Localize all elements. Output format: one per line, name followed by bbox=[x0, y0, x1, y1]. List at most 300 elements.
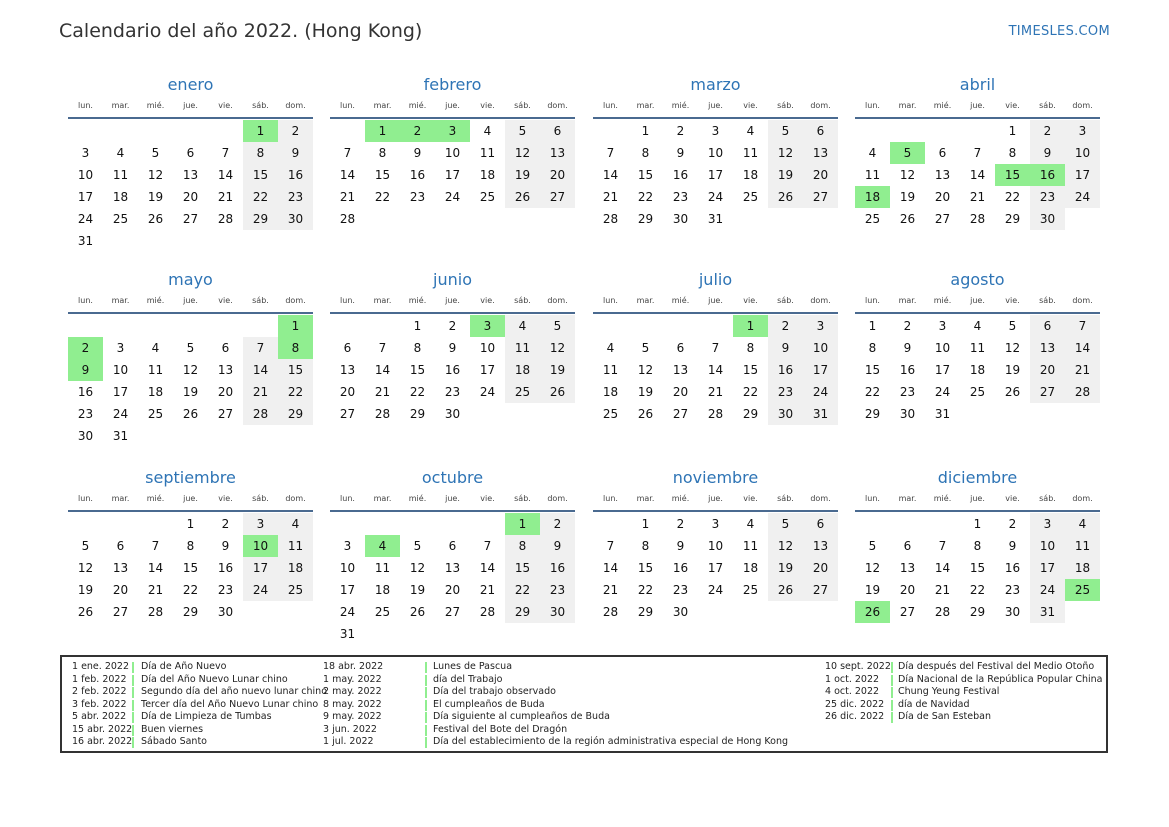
day-cell: 21 bbox=[243, 381, 278, 403]
day-cell: 1 bbox=[641, 517, 650, 531]
day-cell: 17 bbox=[707, 561, 724, 575]
day-cell: 16 bbox=[672, 168, 689, 182]
holiday-name: Día del Año Nuevo Lunar chino bbox=[141, 673, 288, 685]
day-cell: 19 bbox=[77, 583, 94, 597]
day-cell: 17 bbox=[243, 557, 278, 579]
day-cell: 24 bbox=[77, 212, 94, 226]
weekday-label: lun. bbox=[865, 101, 880, 110]
day-cell: 13 bbox=[339, 363, 356, 377]
day-cell: 19 bbox=[147, 190, 164, 204]
day-cell: 6 bbox=[676, 341, 685, 355]
weekday-label: jue. bbox=[183, 494, 198, 503]
day-cell: 22 bbox=[969, 583, 986, 597]
weekday-label: vie. bbox=[1005, 101, 1020, 110]
day-cell: 28 bbox=[602, 212, 619, 226]
day-cell: 9 bbox=[768, 337, 803, 359]
day-cell: 27 bbox=[934, 212, 951, 226]
day-cell: 28 bbox=[243, 403, 278, 425]
day-cell: 23 bbox=[278, 186, 313, 208]
day-cell: 30 bbox=[540, 601, 575, 623]
holiday-date: 5 abr. 2022 bbox=[72, 711, 127, 722]
day-cell: 2 bbox=[278, 120, 313, 142]
holiday-marker bbox=[891, 712, 893, 723]
holiday-day-cell: 2 bbox=[68, 337, 103, 359]
day-cell: 22 bbox=[637, 190, 654, 204]
weekday-label: mar. bbox=[898, 494, 917, 503]
weekday-label: vie. bbox=[480, 494, 495, 503]
day-cell: 13 bbox=[540, 142, 575, 164]
day-cell: 12 bbox=[540, 337, 575, 359]
day-cell: 23 bbox=[1004, 583, 1021, 597]
weekday-label: sáb. bbox=[777, 101, 794, 110]
weekday-label: mié. bbox=[408, 494, 427, 503]
day-cell: 4 bbox=[606, 341, 615, 355]
weekday-label: mié. bbox=[671, 101, 690, 110]
day-cell: 8 bbox=[413, 341, 422, 355]
day-cell: 27 bbox=[182, 212, 199, 226]
day-cell: 21 bbox=[374, 385, 391, 399]
day-cell: 7 bbox=[221, 146, 230, 160]
holiday-name: Día de San Esteban bbox=[898, 711, 991, 722]
day-cell: 26 bbox=[768, 186, 803, 208]
day-cell: 20 bbox=[182, 190, 199, 204]
weekday-label: sáb. bbox=[514, 296, 531, 305]
day-cell: 19 bbox=[409, 583, 426, 597]
day-cell: 18 bbox=[505, 359, 540, 381]
day-cell: 5 bbox=[186, 341, 195, 355]
day-cell: 31 bbox=[934, 407, 951, 421]
day-cell: 23 bbox=[409, 190, 426, 204]
holiday-date: 4 oct. 2022 bbox=[825, 686, 880, 697]
day-cell: 11 bbox=[374, 561, 391, 575]
day-cell: 25 bbox=[864, 212, 881, 226]
day-cell: 8 bbox=[641, 539, 650, 553]
day-cell: 15 bbox=[637, 561, 654, 575]
weekday-label: mié. bbox=[933, 494, 952, 503]
weekday-label: mar. bbox=[111, 101, 130, 110]
day-cell: 3 bbox=[116, 341, 125, 355]
day-cell: 11 bbox=[1065, 535, 1100, 557]
day-cell: 28 bbox=[374, 407, 391, 421]
day-cell: 28 bbox=[1065, 381, 1100, 403]
day-cell: 13 bbox=[182, 168, 199, 182]
weekday-label: lun. bbox=[340, 494, 355, 503]
day-cell: 21 bbox=[602, 583, 619, 597]
holiday-name: Día de Año Nuevo bbox=[141, 661, 227, 672]
weekday-header bbox=[68, 494, 313, 508]
day-cell: 10 bbox=[707, 146, 724, 160]
day-cell: 22 bbox=[374, 190, 391, 204]
holiday-name: Día del trabajo observado bbox=[433, 686, 556, 697]
day-cell: 10 bbox=[339, 561, 356, 575]
day-cell: 16 bbox=[768, 359, 803, 381]
day-cell: 31 bbox=[1030, 601, 1065, 623]
day-cell: 26 bbox=[768, 579, 803, 601]
day-cell: 4 bbox=[1065, 513, 1100, 535]
weekday-label: sáb. bbox=[1039, 494, 1056, 503]
day-cell: 26 bbox=[409, 605, 426, 619]
day-cell: 1 bbox=[1008, 124, 1017, 138]
holiday-day-cell: 16 bbox=[1030, 164, 1065, 186]
weekday-label: mié. bbox=[933, 296, 952, 305]
day-cell: 6 bbox=[448, 539, 457, 553]
day-cell: 6 bbox=[221, 341, 230, 355]
day-cell: 24 bbox=[444, 190, 461, 204]
day-cell: 24 bbox=[803, 381, 838, 403]
day-cell: 19 bbox=[540, 359, 575, 381]
day-cell: 10 bbox=[1065, 142, 1100, 164]
weekday-label: sáb. bbox=[777, 494, 794, 503]
day-cell: 14 bbox=[243, 359, 278, 381]
day-cell: 22 bbox=[1004, 190, 1021, 204]
weekday-label: dom. bbox=[547, 494, 568, 503]
day-cell: 8 bbox=[243, 142, 278, 164]
holiday-marker bbox=[132, 712, 134, 723]
day-cell: 2 bbox=[448, 319, 457, 333]
day-cell: 5 bbox=[1008, 319, 1017, 333]
site-link[interactable]: TIMESLES.COM bbox=[1008, 24, 1110, 39]
day-cell: 2 bbox=[676, 124, 685, 138]
day-cell: 26 bbox=[182, 407, 199, 421]
weekday-label: jue. bbox=[445, 296, 460, 305]
day-cell: 12 bbox=[1004, 341, 1021, 355]
day-cell: 24 bbox=[1065, 186, 1100, 208]
holiday-day-cell: 1 bbox=[505, 513, 540, 535]
day-cell: 14 bbox=[707, 363, 724, 377]
day-cell: 17 bbox=[707, 168, 724, 182]
page-title: Calendario del año 2022. (Hong Kong) bbox=[59, 20, 423, 42]
day-cell: 18 bbox=[742, 561, 759, 575]
day-cell: 22 bbox=[182, 583, 199, 597]
day-cell: 13 bbox=[672, 363, 689, 377]
month-title: mayo bbox=[168, 270, 213, 289]
day-cell: 1 bbox=[868, 319, 877, 333]
day-cell: 8 bbox=[641, 146, 650, 160]
holiday-day-cell: 1 bbox=[365, 120, 400, 142]
day-cell: 19 bbox=[768, 164, 803, 186]
month-junio bbox=[330, 270, 575, 450]
day-cell: 23 bbox=[77, 407, 94, 421]
day-cell: 1 bbox=[186, 517, 195, 531]
day-cell: 14 bbox=[934, 561, 951, 575]
day-cell: 20 bbox=[672, 385, 689, 399]
holiday-marker bbox=[425, 737, 427, 748]
day-cell: 10 bbox=[803, 337, 838, 359]
day-cell: 29 bbox=[637, 605, 654, 619]
day-cell: 13 bbox=[444, 561, 461, 575]
weekday-header bbox=[593, 296, 838, 310]
holiday-day-cell: 26 bbox=[855, 601, 890, 623]
day-cell: 17 bbox=[1065, 164, 1100, 186]
holiday-date: 16 abr. 2022 bbox=[72, 736, 133, 747]
day-cell: 2 bbox=[1008, 517, 1017, 531]
weekday-label: jue. bbox=[445, 494, 460, 503]
holiday-marker bbox=[132, 662, 134, 673]
day-cell: 24 bbox=[707, 190, 724, 204]
day-cell: 22 bbox=[409, 385, 426, 399]
day-cell: 22 bbox=[742, 385, 759, 399]
day-cell: 7 bbox=[938, 539, 947, 553]
day-cell: 25 bbox=[374, 605, 391, 619]
holiday-name: día del Trabajo bbox=[433, 673, 503, 685]
holiday-date: 2 may. 2022 bbox=[323, 686, 382, 697]
day-cell: 24 bbox=[243, 579, 278, 601]
weekday-label: sáb. bbox=[514, 494, 531, 503]
day-cell: 3 bbox=[1065, 120, 1100, 142]
day-cell: 27 bbox=[1030, 381, 1065, 403]
day-cell: 29 bbox=[742, 407, 759, 421]
day-cell: 5 bbox=[505, 120, 540, 142]
weekday-label: mar. bbox=[111, 494, 130, 503]
day-cell: 5 bbox=[868, 539, 877, 553]
holiday-day-cell: 3 bbox=[435, 120, 470, 142]
day-cell: 22 bbox=[278, 381, 313, 403]
day-cell: 30 bbox=[217, 605, 234, 619]
day-cell: 28 bbox=[934, 605, 951, 619]
day-cell: 5 bbox=[151, 146, 160, 160]
day-cell: 18 bbox=[112, 190, 129, 204]
day-cell: 21 bbox=[969, 190, 986, 204]
day-cell: 17 bbox=[803, 359, 838, 381]
day-cell: 17 bbox=[479, 363, 496, 377]
holiday-date: 9 may. 2022 bbox=[323, 711, 382, 722]
day-cell: 14 bbox=[602, 168, 619, 182]
day-cell: 10 bbox=[1030, 535, 1065, 557]
weekday-label: mié. bbox=[146, 494, 165, 503]
weekday-label: mar. bbox=[111, 296, 130, 305]
day-cell: 31 bbox=[803, 403, 838, 425]
day-cell: 11 bbox=[864, 168, 881, 182]
day-cell: 6 bbox=[186, 146, 195, 160]
day-cell: 8 bbox=[746, 341, 755, 355]
holiday-name: Día después del Festival del Medio Otoño bbox=[898, 661, 1095, 672]
holiday-marker bbox=[132, 687, 134, 698]
holiday-day-cell: 1 bbox=[733, 315, 768, 337]
month-title: diciembre bbox=[937, 468, 1018, 487]
holiday-name: Segundo día del año nuevo lunar chino bbox=[141, 686, 328, 697]
day-cell: 28 bbox=[147, 605, 164, 619]
day-cell: 25 bbox=[479, 190, 496, 204]
weekday-label: lun. bbox=[865, 494, 880, 503]
day-cell: 25 bbox=[742, 583, 759, 597]
day-cell: 23 bbox=[768, 381, 803, 403]
day-cell: 3 bbox=[803, 315, 838, 337]
day-cell: 14 bbox=[374, 363, 391, 377]
holiday-marker bbox=[425, 725, 427, 736]
holiday-name: Lunes de Pascua bbox=[433, 661, 513, 672]
holiday-name: Día de Limpieza de Tumbas bbox=[141, 711, 272, 722]
holiday-name: Festival del Bote del Dragón bbox=[433, 723, 568, 735]
day-cell: 16 bbox=[278, 164, 313, 186]
day-cell: 20 bbox=[803, 164, 838, 186]
holiday-date: 1 feb. 2022 bbox=[72, 673, 127, 685]
day-cell: 30 bbox=[899, 407, 916, 421]
day-cell: 9 bbox=[221, 539, 230, 553]
weekday-label: vie. bbox=[743, 494, 758, 503]
holiday-marker bbox=[425, 662, 427, 673]
holiday-name: Día siguiente al cumpleaños de Buda bbox=[433, 711, 610, 722]
holiday-date: 2 feb. 2022 bbox=[72, 686, 127, 697]
day-cell: 2 bbox=[768, 315, 803, 337]
day-cell: 21 bbox=[1065, 359, 1100, 381]
month-agosto bbox=[855, 270, 1100, 450]
day-cell: 4 bbox=[868, 146, 877, 160]
day-cell: 7 bbox=[973, 146, 982, 160]
weekday-label: jue. bbox=[445, 101, 460, 110]
day-cell: 30 bbox=[444, 407, 461, 421]
day-cell: 13 bbox=[803, 535, 838, 557]
holiday-name: Sábado Santo bbox=[141, 736, 207, 747]
day-cell: 23 bbox=[217, 583, 234, 597]
weekday-label: vie. bbox=[218, 101, 233, 110]
day-cell: 22 bbox=[243, 186, 278, 208]
day-cell: 15 bbox=[505, 557, 540, 579]
day-cell: 21 bbox=[339, 190, 356, 204]
weekday-header bbox=[855, 101, 1100, 115]
holiday-date: 15 abr. 2022 bbox=[72, 723, 133, 735]
day-cell: 20 bbox=[339, 385, 356, 399]
day-cell: 2 bbox=[221, 517, 230, 531]
holiday-date: 10 sept. 2022 bbox=[825, 661, 891, 672]
weekday-label: vie. bbox=[1005, 494, 1020, 503]
day-cell: 5 bbox=[768, 120, 803, 142]
day-cell: 13 bbox=[217, 363, 234, 377]
day-cell: 22 bbox=[864, 385, 881, 399]
day-cell: 11 bbox=[602, 363, 619, 377]
day-cell: 12 bbox=[182, 363, 199, 377]
weekday-label: mar. bbox=[636, 296, 655, 305]
day-cell: 11 bbox=[742, 539, 759, 553]
day-cell: 12 bbox=[864, 561, 881, 575]
weekday-label: dom. bbox=[810, 494, 831, 503]
weekday-label: vie. bbox=[743, 296, 758, 305]
weekday-label: dom. bbox=[285, 296, 306, 305]
day-cell: 20 bbox=[217, 385, 234, 399]
holiday-name: Tercer día del Año Nuevo Lunar chino bbox=[141, 698, 319, 710]
day-cell: 13 bbox=[899, 561, 916, 575]
month-mayo bbox=[68, 270, 313, 450]
day-cell: 18 bbox=[479, 168, 496, 182]
day-cell: 10 bbox=[77, 168, 94, 182]
day-cell: 21 bbox=[934, 583, 951, 597]
day-cell: 17 bbox=[77, 190, 94, 204]
day-cell: 9 bbox=[903, 341, 912, 355]
holiday-name: Día Nacional de la República Popular China bbox=[898, 673, 1103, 685]
holiday-marker bbox=[132, 725, 134, 736]
holiday-day-cell: 15 bbox=[995, 164, 1030, 186]
header-rule bbox=[330, 312, 575, 314]
day-cell: 30 bbox=[672, 212, 689, 226]
header-rule bbox=[330, 117, 575, 119]
day-cell: 19 bbox=[899, 190, 916, 204]
day-cell: 11 bbox=[112, 168, 129, 182]
day-cell: 17 bbox=[444, 168, 461, 182]
weekday-header bbox=[330, 494, 575, 508]
month-title: enero bbox=[167, 75, 214, 94]
weekday-label: jue. bbox=[708, 296, 723, 305]
weekday-label: jue. bbox=[970, 494, 985, 503]
day-cell: 27 bbox=[899, 605, 916, 619]
day-cell: 20 bbox=[1030, 359, 1065, 381]
day-cell: 31 bbox=[112, 429, 129, 443]
weekday-label: mar. bbox=[636, 101, 655, 110]
day-cell: 21 bbox=[217, 190, 234, 204]
weekday-label: vie. bbox=[743, 101, 758, 110]
holiday-marker bbox=[891, 662, 893, 673]
month-title: abril bbox=[959, 75, 996, 94]
day-cell: 7 bbox=[483, 539, 492, 553]
day-cell: 18 bbox=[374, 583, 391, 597]
day-cell: 24 bbox=[707, 583, 724, 597]
day-cell: 25 bbox=[969, 385, 986, 399]
day-cell: 6 bbox=[903, 539, 912, 553]
weekday-label: sáb. bbox=[252, 101, 269, 110]
day-cell: 30 bbox=[278, 208, 313, 230]
day-cell: 20 bbox=[112, 583, 129, 597]
day-cell: 24 bbox=[112, 407, 129, 421]
day-cell: 27 bbox=[540, 186, 575, 208]
month-title: agosto bbox=[950, 270, 1005, 289]
header-rule bbox=[593, 510, 838, 512]
day-cell: 30 bbox=[77, 429, 94, 443]
day-cell: 4 bbox=[151, 341, 160, 355]
holiday-day-cell: 2 bbox=[400, 120, 435, 142]
day-cell: 25 bbox=[742, 190, 759, 204]
day-cell: 3 bbox=[81, 146, 90, 160]
day-cell: 20 bbox=[803, 557, 838, 579]
month-marzo bbox=[593, 75, 838, 255]
day-cell: 11 bbox=[742, 146, 759, 160]
day-cell: 5 bbox=[768, 513, 803, 535]
day-cell: 4 bbox=[483, 124, 492, 138]
day-cell: 21 bbox=[479, 583, 496, 597]
day-cell: 18 bbox=[602, 385, 619, 399]
holiday-date: 26 dic. 2022 bbox=[825, 711, 885, 722]
header-rule bbox=[855, 510, 1100, 512]
day-cell: 20 bbox=[899, 583, 916, 597]
day-cell: 18 bbox=[742, 168, 759, 182]
day-cell: 5 bbox=[540, 315, 575, 337]
day-cell: 22 bbox=[505, 579, 540, 601]
month-febrero bbox=[330, 75, 575, 255]
weekday-label: dom. bbox=[810, 101, 831, 110]
weekday-label: vie. bbox=[218, 494, 233, 503]
holiday-date: 1 oct. 2022 bbox=[825, 673, 880, 685]
weekday-label: sáb. bbox=[252, 494, 269, 503]
day-cell: 7 bbox=[151, 539, 160, 553]
weekday-header bbox=[855, 296, 1100, 310]
day-cell: 29 bbox=[182, 605, 199, 619]
day-cell: 9 bbox=[1008, 539, 1017, 553]
holiday-day-cell: 18 bbox=[855, 186, 890, 208]
weekday-label: dom. bbox=[547, 296, 568, 305]
day-cell: 14 bbox=[339, 168, 356, 182]
day-cell: 27 bbox=[803, 579, 838, 601]
holiday-day-cell: 4 bbox=[365, 535, 400, 557]
day-cell: 8 bbox=[973, 539, 982, 553]
day-cell: 8 bbox=[186, 539, 195, 553]
day-cell: 28 bbox=[479, 605, 496, 619]
month-title: septiembre bbox=[145, 468, 236, 487]
day-cell: 15 bbox=[278, 359, 313, 381]
weekday-label: vie. bbox=[480, 101, 495, 110]
day-cell: 6 bbox=[343, 341, 352, 355]
weekday-label: dom. bbox=[285, 494, 306, 503]
holiday-marker bbox=[425, 700, 427, 711]
day-cell: 27 bbox=[444, 605, 461, 619]
weekday-label: lun. bbox=[865, 296, 880, 305]
holiday-date: 25 dic. 2022 bbox=[825, 698, 885, 710]
